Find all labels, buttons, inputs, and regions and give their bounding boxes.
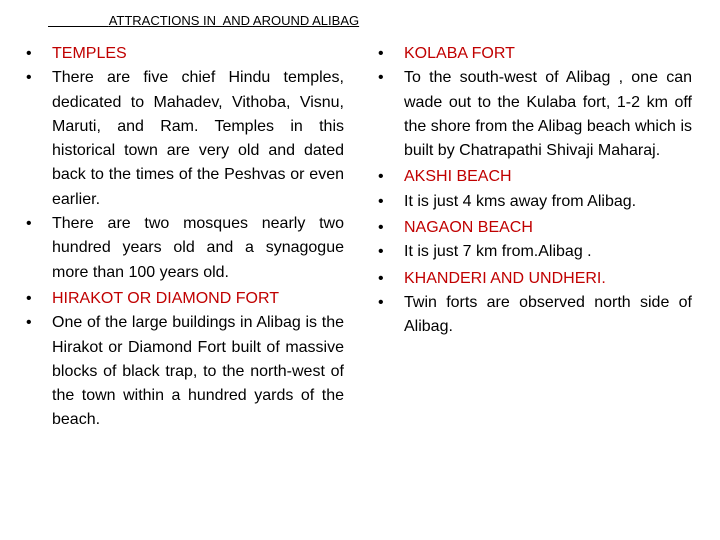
heading-hirakot-fort: • HIRAKOT OR DIAMOND FORT [26,287,344,311]
left-column [26,40,344,433]
nagaon-description: • It is just 7 km from.Alibag . [378,240,692,264]
heading-nagaon-beach: • NAGAON BEACH [378,216,692,240]
heading-temples: • TEMPLES [26,42,344,66]
title-text: ATTRACTIONS IN AND AROUND ALIBAG [108,13,360,28]
khanderi-description: • Twin forts are observed north side of Alibag. [378,291,692,340]
akshi-description: • It is just 4 kms away from Alibag. [378,190,692,214]
mosques-description: • There are two mosques nearly two hundred years old and a synagogue more than 100 years old. [26,212,344,285]
kolaba-description: • To the south-west of Alibag , one can wade out to the Kulaba fort, 1-2 km off the shore from the Alibag beach which is built by Chatrapathi Shivaji Maharaj. [378,66,692,163]
title-underline-prefix [48,13,109,28]
right-bullet-list [378,42,692,340]
hirakot-description: • One of the large buildings in Alibag is the Hirakot or Diamond Fort built of massive blocks of black trap, to the north-west of the town within a hundred yards of the beach. [26,311,344,432]
left-bullet-list [26,42,344,433]
heading-akshi-beach: • AKSHI BEACH [378,165,692,189]
right-column [378,40,692,340]
heading-khanderi-undheri: • KHANDERI AND UNDHERI. [378,267,692,291]
heading-kolaba-fort: • KOLABA FORT [378,42,692,66]
slide-title [48,13,359,28]
temples-description: • There are five chief Hindu temples, dedicated to Mahadev, Vithoba, Visnu, Maruti, and Ram. Temples in this historical town are very old and dated back to the times of the Peshvas or even earlier. [26,66,344,212]
